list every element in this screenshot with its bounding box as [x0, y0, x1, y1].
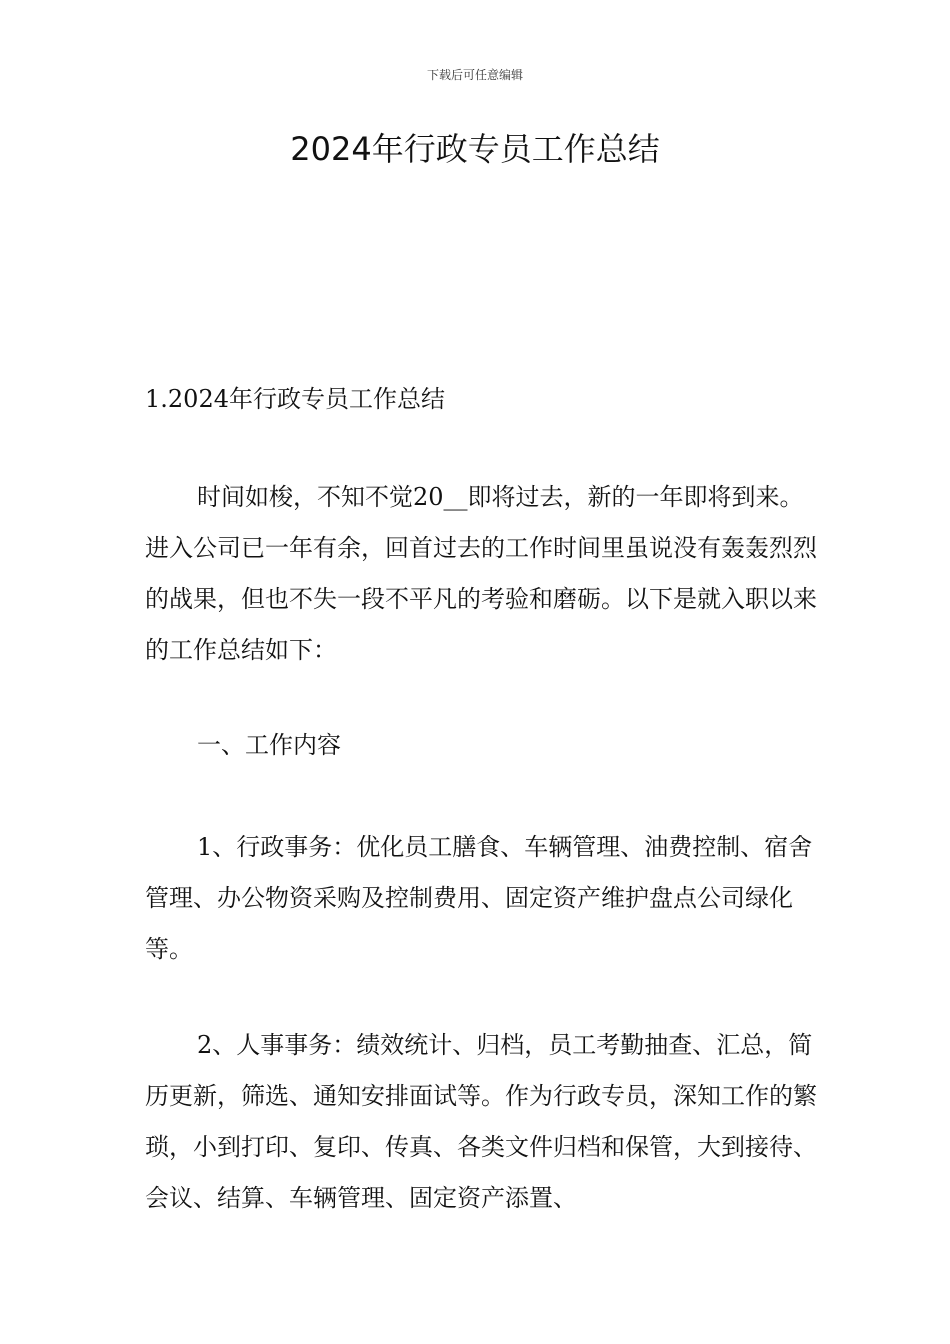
- admin-affairs-paragraph: 1、行政事务：优化员工膳食、车辆管理、油费控制、宿舍管理、办公物资采购及控制费用、固定资产维护盘点公司绿化等。: [145, 833, 813, 963]
- header-note: 下载后可任意编辑: [426, 68, 523, 82]
- work-content-heading: 一、工作内容: [197, 731, 341, 759]
- section-heading: 1.2024年行政专员工作总结: [145, 385, 445, 413]
- document-title: 2024年行政专员工作总结: [290, 130, 660, 168]
- intro-paragraph: 时间如梭，不知不觉20__即将过去，新的一年即将到来。进入公司已一年有余，回首过去的工作时间里虽说没有轰轰烈烈的战果，但也不失一段不平凡的考验和磨砺。以下是就入职以来的工作总结如下：: [145, 483, 817, 664]
- hr-affairs-paragraph: 2、人事事务：绩效统计、归档，员工考勤抽查、汇总，简历更新，筛选、通知安排面试等。作为行政专员，深知工作的繁琐，小到打印、复印、传真、各类文件归档和保管，大到接待、会议、结算、车辆管理、固定资产添置、: [145, 1031, 817, 1212]
